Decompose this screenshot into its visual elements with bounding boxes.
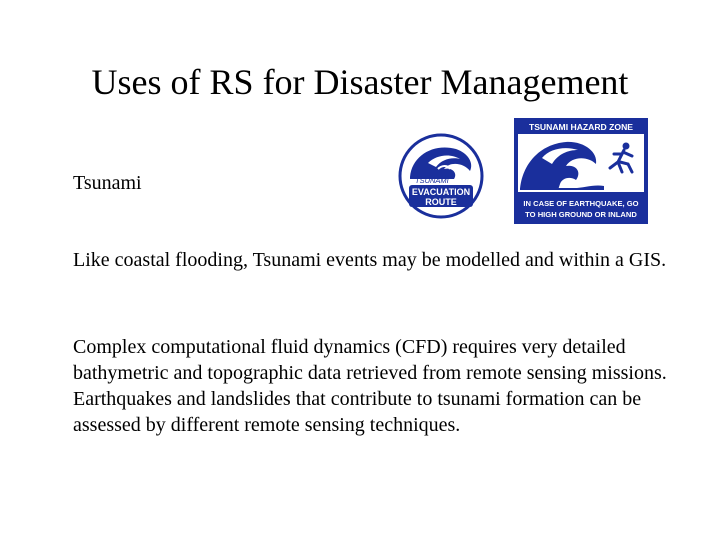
slide-title: Uses of RS for Disaster Management — [91, 62, 629, 102]
hazard-sign-top-text: TSUNAMI HAZARD ZONE — [528, 122, 634, 132]
hazard-sign-bottom-line2: TO HIGH GROUND OR INLAND — [525, 210, 637, 219]
evac-sign-line2: EVACUATION — [411, 187, 471, 197]
section-heading: Tsunami — [73, 172, 142, 194]
evac-sign-line3: ROUTE — [425, 197, 457, 207]
tsunami-evacuation-route-sign — [398, 133, 484, 219]
hazard-sign-bottom-line1: IN CASE OF EARTHQUAKE, GO — [523, 199, 639, 208]
paragraph-2: Complex computational fluid dynamics (CFD) requires very detailed bathymetric and topographic data retrieved from remote sensing missions. Earthquakes and landslides that contribute to tsunami formation can be assessed by different remote sensing techniques. — [73, 336, 667, 436]
evac-sign-line1: TSUNAMI — [415, 176, 449, 185]
tsunami-hazard-zone-sign — [514, 118, 648, 224]
paragraph-1: Like coastal flooding, Tsunami events may be modelled and within a GIS. — [73, 249, 667, 271]
